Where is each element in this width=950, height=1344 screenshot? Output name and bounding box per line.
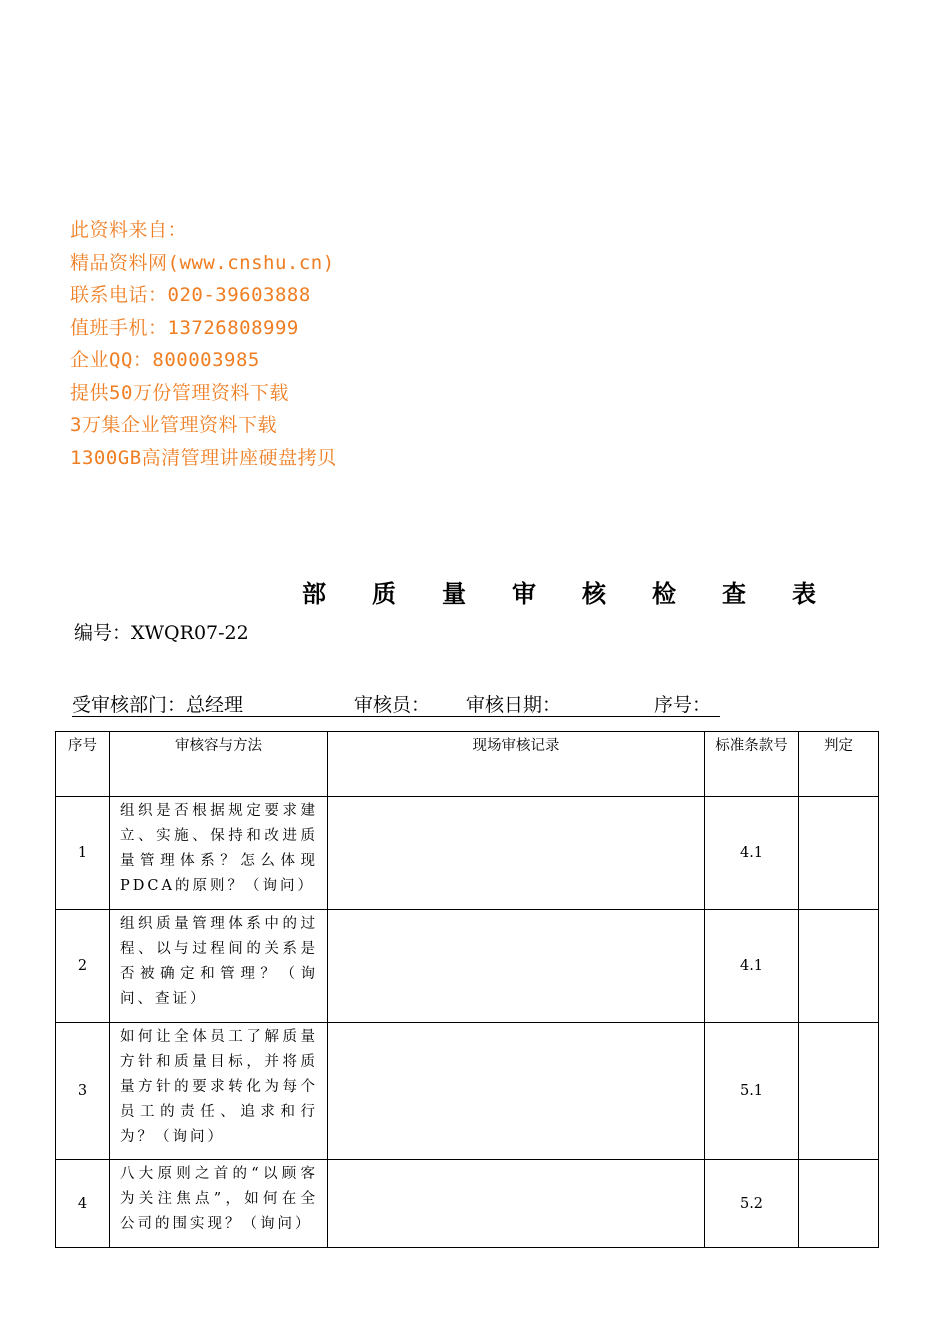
title-char: 质 (372, 579, 396, 608)
header-record: 现场审核记录 (328, 732, 705, 797)
page-title (0, 574, 950, 614)
title-char: 查 (722, 579, 746, 608)
serial-label: 序号： (654, 694, 712, 716)
promo-line: 3万集企业管理资料下载 (70, 414, 277, 436)
row-judgement (799, 910, 879, 1023)
row-judgement (799, 1160, 879, 1248)
title-char: 量 (442, 579, 466, 608)
row-content: 八大原则之首的“以顾客为关注焦点”，如何在全公司的围实现？（询问） (110, 1160, 328, 1248)
audit-info-line (72, 690, 732, 718)
header-content: 审核容与方法 (110, 732, 328, 797)
title-char: 检 (652, 579, 676, 608)
row-number: 3 (56, 1023, 110, 1160)
header-no: 序号 (56, 732, 110, 797)
promo-line: 1300GB高清管理讲座硬盘拷贝 (70, 446, 337, 469)
table-row (56, 1023, 879, 1160)
title-char: 审 (512, 579, 536, 608)
row-record (328, 797, 705, 910)
row-number: 4 (56, 1160, 110, 1248)
row-number: 2 (56, 910, 110, 1023)
header-clause: 标准条款号 (705, 732, 799, 797)
audit-checklist-table (55, 731, 879, 1248)
title-char: 部 (302, 579, 326, 608)
row-record (328, 1023, 705, 1160)
promo-line: 企业QQ：800003985 (70, 349, 260, 371)
auditor-label: 审核员： (354, 694, 431, 716)
promo-line: 精品资料网(www.cnshu.cn) (70, 251, 335, 274)
promo-line: 提供50万份管理资料下载 (70, 381, 289, 404)
audit-date-label: 审核日期： (466, 694, 562, 716)
row-clause: 4.1 (705, 797, 799, 910)
row-judgement (799, 797, 879, 910)
table-header-row (56, 732, 879, 797)
document-code: 编号：XWQR07-22 (74, 622, 249, 644)
table-row (56, 797, 879, 910)
promo-line: 值班手机：13726808999 (70, 316, 299, 339)
promo-line: 联系电话：020-39603888 (70, 284, 311, 306)
row-clause: 5.1 (705, 1023, 799, 1160)
row-content: 组织质量管理体系中的过程、以与过程间的关系是否被确定和管理？（询问、查证） (110, 910, 328, 1023)
audited-department: 受审核部门：总经理 (72, 694, 244, 716)
promo-block (70, 214, 337, 474)
table-row (56, 910, 879, 1023)
title-char: 表 (792, 579, 816, 608)
row-number: 1 (56, 797, 110, 910)
row-content: 如何让全体员工了解质量方针和质量目标，并将质量方针的要求转化为每个员工的责任、追求和行为？（询问） (110, 1023, 328, 1160)
info-underline (72, 716, 720, 717)
row-clause: 5.2 (705, 1160, 799, 1248)
row-record (328, 910, 705, 1023)
table-row (56, 1160, 879, 1248)
header-judgement: 判定 (799, 732, 879, 797)
row-clause: 4.1 (705, 910, 799, 1023)
row-judgement (799, 1023, 879, 1160)
title-char: 核 (582, 579, 606, 608)
row-content: 组织是否根据规定要求建立、实施、保持和改进质量管理体系？怎么体现PDCA的原则？（询问） (110, 797, 328, 910)
row-record (328, 1160, 705, 1248)
promo-line: 此资料来自： (70, 219, 188, 241)
